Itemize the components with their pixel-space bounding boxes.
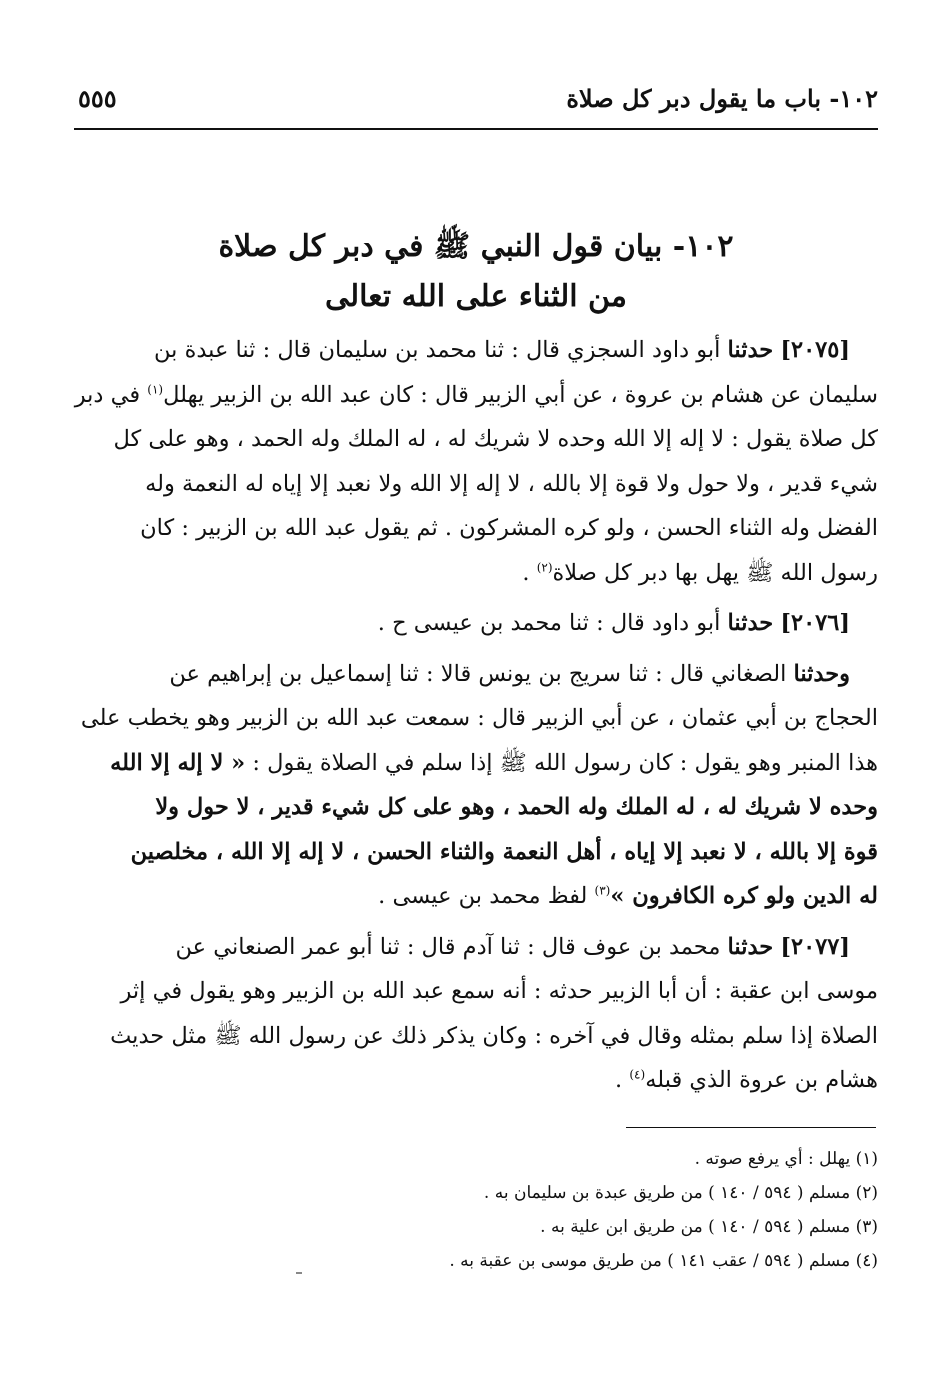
hadith-2076-second-chain [74, 652, 878, 919]
text-line [74, 373, 878, 418]
text-segment: رسول الله ﷺ يهل بها دبر كل صلاة [552, 559, 878, 586]
footnote: (٢) مسلم ( ٥٩٤ / ١٤٠ ) من طريق عبدة بن سليمان به . [483, 1183, 878, 1203]
text-segment: الصغاني قال : ثنا سريج بن يونس قالا : ثنا إسماعيل بن إبراهيم عن [169, 660, 787, 687]
text-segment: في دبر [74, 381, 148, 408]
chapter-heading-line-1: ١٠٢- بيان قول النبي ﷺ في دبر كل صلاة [218, 229, 734, 264]
text-line [74, 328, 878, 373]
running-header [74, 78, 878, 130]
text-segment: هذا المنبر وهو يقول : كان رسول الله ﷺ إذا سلم في الصلاة يقول : [245, 749, 878, 776]
text-line [74, 1058, 878, 1103]
chapter-heading-line-2: من الثناء على الله تعالى [325, 279, 627, 314]
footnote-ref: (١) [147, 382, 164, 396]
text-segment: . [522, 559, 537, 586]
text-line [74, 652, 878, 697]
text-line: الحجاج بن أبي عثمان ، عن أبي الزبير قال : سمعت عبد الله بن الزبير وهو يخطب على [80, 705, 878, 731]
text-segment: أبو داود قال : ثنا محمد بن عيسى ح . [377, 610, 721, 636]
running-header-title: ١٠٢- باب ما يقول دبر كل صلاة [566, 84, 878, 113]
page-number: ٥٥٥ [78, 84, 117, 113]
supplication-line: وحده لا شريك له ، له الملك وله الحمد ، وهو على كل شيء قدير ، لا حول ولا [155, 794, 878, 820]
text-line [74, 925, 878, 970]
text-line: شيء قدير ، ولا حول ولا قوة إلا بالله ، لا إله إلا الله ولا نعبد إلا إياه له النعمة وله [145, 470, 878, 497]
hadith-number: [٢٠٧٥] [780, 337, 850, 363]
hadith-2077 [74, 925, 878, 1103]
footnotes [74, 1142, 878, 1278]
hadith-number: [٢٠٧٦] [780, 610, 850, 636]
hadith-opener: حدثنا [727, 610, 774, 636]
text-line: موسى ابن عقبة : أن أبا الزبير حدثه : أنه سمع عبد الله بن الزبير وهو يقول في إثر [120, 978, 878, 1004]
footnote-ref: (٢) [536, 560, 553, 574]
footnote: (٣) مسلم ( ٥٩٤ / ١٤٠ ) من طريق ابن علية به . [540, 1217, 878, 1237]
footnote: (١) يهلل : أي يرفع صوته . [694, 1149, 878, 1169]
main-text [74, 328, 878, 1109]
supplication-text: « لا إله إلا الله [110, 749, 246, 776]
footnote: (٤) مسلم ( ٥٩٤ / عقب ١٤١ ) من طريق موسى بن عقبة به . [449, 1251, 878, 1271]
text-line [74, 601, 878, 646]
hadith-2075 [74, 328, 878, 595]
text-segment: لفظ محمد بن عيسى . [378, 883, 595, 909]
hadith-opener: حدثنا [727, 933, 774, 960]
footnote-ref: (٣) [594, 883, 611, 898]
text-segment: . [615, 1067, 630, 1093]
footnote-ref: (٤) [629, 1067, 646, 1082]
supplication-line: قوة إلا بالله ، لا نعبد إلا إياه ، أهل النعمة والثناء الحسن ، لا إله إلا الله ، مخلصين [130, 838, 878, 865]
text-segment: محمد بن عوف قال : ثنا آدم قال : ثنا أبو عمر الصنعاني عن [175, 933, 721, 960]
text-segment: أبو داود السجزي قال : ثنا محمد بن سليمان قال : ثنا عبدة بن [154, 337, 721, 363]
text-line [74, 551, 878, 596]
hadith-number: [٢٠٧٧] [780, 933, 850, 960]
hadith-2076 [74, 601, 878, 646]
text-line [74, 741, 878, 786]
text-line [74, 874, 878, 919]
text-line: الصلاة إذا سلم بمثله وقال في آخره : وكان يذكر ذلك عن رسول الله ﷺ مثل حديث [110, 1022, 878, 1049]
hadith-opener: حدثنا [727, 337, 774, 363]
supplication-text: له الدين ولو كره الكافرون » [610, 883, 878, 909]
text-line: الفضل وله الثناء الحسن ، ولو كره المشركون . ثم يقول عبد الله بن الزبير : كان [140, 515, 878, 541]
chapter-heading [74, 222, 878, 322]
text-line: كل صلاة يقول : لا إله إلا الله وحده لا شريك له ، له الملك وله الحمد ، وهو على كل [113, 426, 878, 452]
hadith-opener: وحدثنا [793, 660, 850, 687]
text-segment: هشام بن عروة الذي قبله [645, 1067, 878, 1093]
text-segment: سليمان عن هشام بن عروة ، عن أبي الزبير قال : كان عبد الله بن الزبير يهلل [163, 381, 878, 408]
footnote-separator [626, 1127, 876, 1128]
scan-speck [296, 1272, 302, 1274]
